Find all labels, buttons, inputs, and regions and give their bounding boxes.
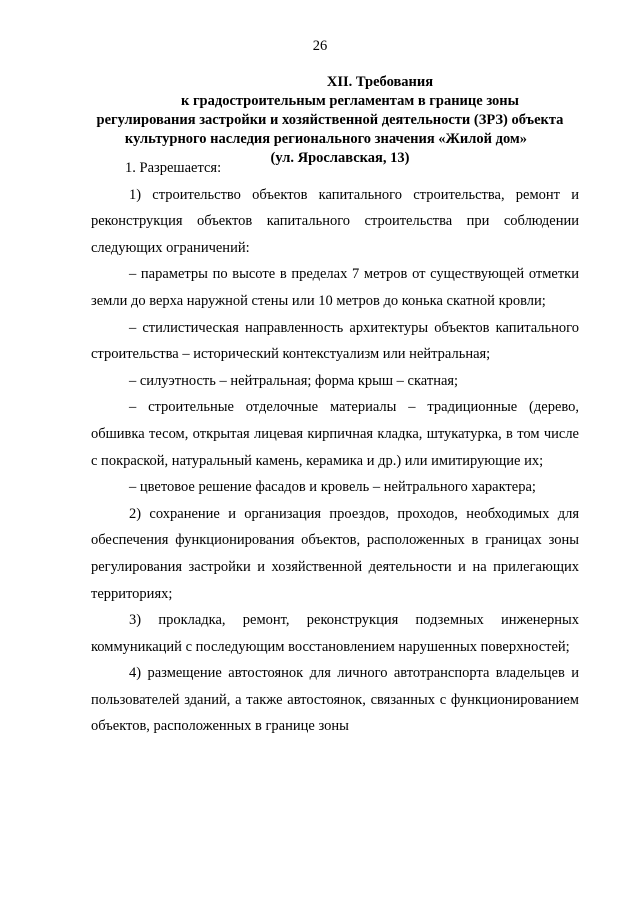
paragraph: 3) прокладка, ремонт, реконструкция подземных инженерных коммуникаций с последующим восстановлением нарушенных поверхностей; (91, 612, 579, 655)
paragraph: – стилистическая направленность архитектуры объектов капитального строительства – исторический контекстуализм или нейтральная; (91, 319, 579, 363)
heading-line: культурного наследия регионального значения «Жилой дом» (124, 131, 528, 147)
paragraph: – силуэтность – нейтральная; форма крыш – скатная; (129, 372, 459, 389)
paragraph: 1) строительство объектов капитального строительства, ремонт и реконструкция объектов капитального строительства при соблюдении следующих ограничений: (91, 186, 579, 256)
paragraph: 1. Разрешается: (125, 160, 222, 176)
paragraph: 4) размещение автостоянок для личного автотранспорта владельцев и пользователей зданий, а также автостоянок, связанных с функционированием объектов, расположенных в границе зоны (91, 665, 579, 735)
heading-line: XII. Требования (326, 74, 434, 90)
heading-line: к градостроительным регламентам в границе зоны (180, 93, 519, 109)
section-heading (60, 73, 640, 168)
paragraph: 2) сохранение и организация проездов, проходов, необходимых для обеспечения функционирования объектов, расположенных в границах зоны регулирования застройки и хозяйственной деятельности и на прилегающих территориях; (91, 505, 579, 602)
paragraph: – цветовое решение фасадов и кровель – нейтрального характера; (129, 479, 536, 496)
heading-line: регулирования застройки и хозяйственной деятельности (ЗРЗ) объекта (96, 112, 564, 128)
paragraph: – строительные отделочные материалы – традиционные (дерево, обшивка тесом, открытая лицевая кирпичная кладка, штукатурка, в том числе с покраской, натуральный камень, керамика и др.) или имитирующие их; (91, 399, 579, 469)
heading-line: (ул. Ярославская, 13) (270, 150, 410, 166)
page-number: 26 (312, 38, 328, 54)
paragraph: – параметры по высоте в пределах 7 метров от существующей отметки земли до верха наружной стены или 10 метров до конька скатной кровли; (91, 266, 579, 309)
document-body (91, 155, 579, 740)
